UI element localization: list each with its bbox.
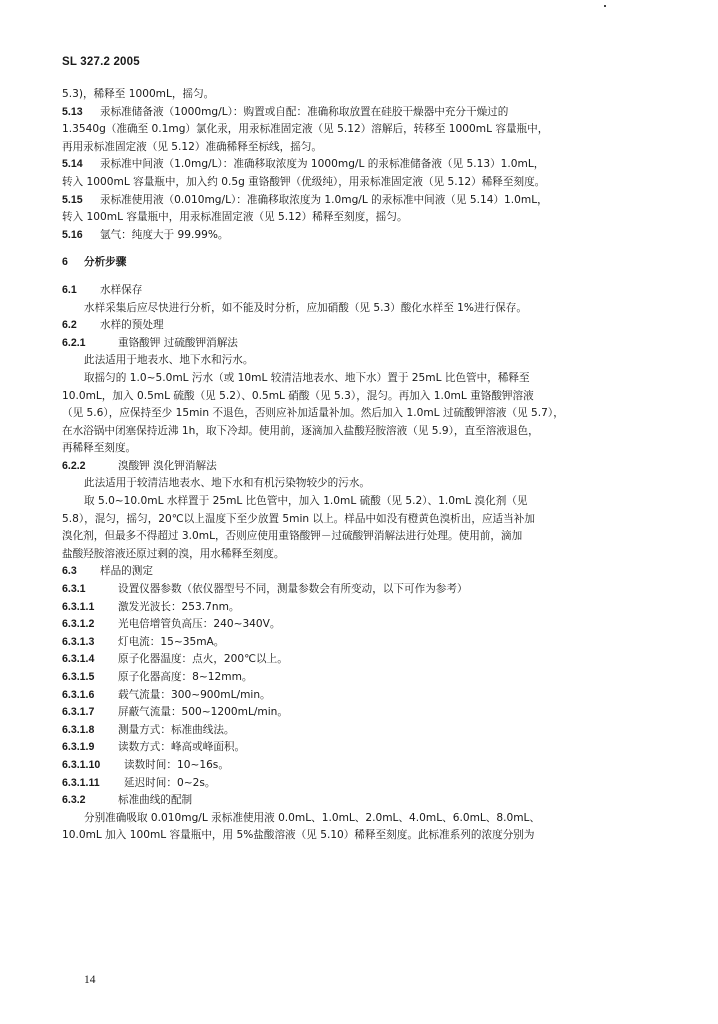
line-text: 取 5.0~10.0mL 水样置于 25mL 比色管中，加入 1.0mL 硫酸（见 5.2）、1.0mL 溴化剂（见	[84, 495, 528, 508]
line-text: 光电倍增管负高压：240~340V。	[118, 618, 281, 631]
text-line	[62, 211, 662, 229]
numbered-line	[62, 724, 662, 742]
section-number: 6.3.1.6	[62, 688, 95, 701]
section-number: 6.3.2	[62, 794, 86, 807]
section-number: 5.13	[62, 105, 83, 118]
line-text: 读数方式：峰高或峰面积。	[118, 741, 246, 754]
numbered-line	[62, 583, 662, 601]
numbered-line	[62, 460, 662, 478]
section-number: 6.3.1.8	[62, 723, 95, 736]
paragraph-gap	[62, 246, 662, 256]
text-line	[62, 812, 662, 830]
line-text: 载气流量：300~900mL/min。	[118, 688, 271, 701]
line-text: 测量方式：标准曲线法。	[118, 723, 235, 736]
numbered-line	[62, 194, 662, 212]
line-text: 样品的测定	[100, 565, 153, 578]
text-line	[62, 425, 662, 443]
line-text: 水样采集后应尽快进行分析，如不能及时分析，应加硝酸（见 5.3）酸化水样至 1%进行保存。	[84, 301, 527, 314]
numbered-line	[62, 777, 662, 795]
line-text: 氩气：纯度大于 99.99%。	[100, 228, 229, 241]
text-line	[62, 530, 662, 548]
line-text: 10.0mL 加入 100mL 容量瓶中，用 5%盐酸溶液（见 5.10）稀释至刻度。此标准系列的浓度分别为	[62, 829, 535, 842]
section-number: 6.3.1.4	[62, 653, 95, 666]
line-text: 分析步骤	[84, 256, 127, 269]
line-text: 设置仪器参数（依仪器型号不同，测量参数会有所变动，以下可作为参考）	[118, 583, 468, 596]
numbered-line	[62, 565, 662, 583]
text-line	[62, 477, 662, 495]
text-line	[62, 548, 662, 566]
line-text: 10.0mL，加入 0.5mL 硫酸（见 5.2）、0.5mL 硝酸（见 5.3），混匀。再加入 1.0mL 重铬酸钾溶液	[62, 389, 534, 402]
text-line	[62, 829, 662, 847]
text-line	[62, 354, 662, 372]
section-number: 6.3.1.2	[62, 618, 95, 631]
text-line	[62, 495, 662, 513]
section-number: 6.3	[62, 565, 77, 578]
line-text: 汞标准储备液（1000mg/L）：购置或自配：准确称取放置在硅胶干燥器中充分干燥过的	[100, 105, 509, 118]
numbered-line	[62, 706, 662, 724]
section-number: 6	[62, 256, 68, 269]
section-number: 6.3.1.7	[62, 706, 95, 719]
section-number: 6.3.1	[62, 583, 86, 596]
numbered-line	[62, 653, 662, 671]
line-text: 重铬酸钾 过硫酸钾消解法	[118, 336, 238, 349]
text-line	[62, 88, 662, 106]
line-text: 1.3540g（准确至 0.1mg）氯化汞，用汞标准固定液（见 5.12）溶解后，转移至 1000mL 容量瓶中，	[62, 123, 549, 136]
standard-header: SL 327.2 2005	[62, 56, 140, 68]
line-text: 转入 100mL 容量瓶中，用汞标准固定液（见 5.12）稀释至刻度，摇匀。	[62, 211, 408, 224]
section-number: 5.15	[62, 193, 83, 206]
line-text: 5.3)，稀释至 1000mL，摇匀。	[62, 88, 215, 100]
numbered-line	[62, 601, 662, 619]
text-line	[62, 390, 662, 408]
section-number: 5.14	[62, 158, 83, 171]
line-text: 读数时间：10~16s。	[124, 758, 229, 771]
line-text: 此法适用于较清洁地表水、地下水和有机污染物较少的污水。	[84, 477, 371, 490]
section-number: 6.3.1.1	[62, 600, 95, 613]
numbered-line	[62, 794, 662, 812]
line-text: 溴酸钾 溴化钾消解法	[118, 459, 217, 472]
line-text: 再稀释至刻度。	[62, 442, 137, 455]
line-text: 原子化器高度：8~12mm。	[118, 671, 253, 683]
numbered-line	[62, 229, 662, 247]
section-number: 6.2	[62, 319, 77, 332]
text-line	[62, 442, 662, 460]
text-line	[62, 513, 662, 531]
numbered-line	[62, 319, 662, 337]
line-text: 5.8），混匀，摇匀，20℃以上温度下至少放置 5min 以上。样品中如没有橙黄色溴析出，应适当补加	[62, 512, 535, 525]
numbered-line	[62, 671, 662, 689]
line-text: 水样保存	[100, 283, 143, 296]
line-text: 在水浴锅中闭塞保持近沸 1h，取下冷却。使用前，逐滴加入盐酸羟胺溶液（见 5.9），直至溶液退色，	[62, 424, 539, 437]
numbered-line	[62, 741, 662, 759]
numbered-line	[62, 158, 662, 176]
line-text: 屏蔽气流量：500~1200mL/min。	[118, 706, 288, 719]
section-number: 6.3.1.3	[62, 635, 95, 648]
numbered-line	[62, 636, 662, 654]
numbered-line	[62, 618, 662, 636]
page-number: 14	[84, 974, 96, 986]
line-text: （见 5.6），应保持至少 15min 不退色，否则应补加适量补加。然后加入 1.0mL 过硫酸钾溶液（见 5.7），	[62, 407, 564, 420]
numbered-line	[62, 106, 662, 124]
text-line	[62, 372, 662, 390]
text-line	[62, 302, 662, 320]
text-line	[62, 407, 662, 425]
line-text: 转入 1000mL 容量瓶中，加入约 0.5g 重铬酸钾（优级纯），用汞标准固定液（见 5.12）稀释至刻度。	[62, 175, 546, 188]
line-text: 再用汞标准固定液（见 5.12）准确稀释至标线，摇匀。	[62, 140, 323, 153]
line-text: 取摇匀的 1.0~5.0mL 污水（或 10mL 较清洁地表水、地下水）置于 25mL 比色管中，稀释至	[84, 371, 530, 384]
line-text: 汞标准中间液（1.0mg/L）：准确移取浓度为 1000mg/L 的汞标准储备液（见 5.13）1.0mL，	[100, 158, 545, 171]
line-text: 溴化剂，但最多不得超过 3.0mL，否则应使用重铬酸钾－过硫酸钾消解法进行处理。使用前，滴加	[62, 530, 523, 543]
line-text: 此法适用于地表水、地下水和污水。	[84, 354, 254, 367]
numbered-line	[62, 284, 662, 302]
text-line	[62, 123, 662, 141]
section-number: 5.16	[62, 228, 83, 241]
scan-artifact	[604, 5, 606, 7]
paragraph-gap	[62, 274, 662, 284]
text-line	[62, 176, 662, 194]
numbered-line	[62, 759, 662, 777]
line-text: 分别准确吸取 0.010mg/L 汞标准使用液 0.0mL、1.0mL、2.0mL、4.0mL、6.0mL、8.0mL、	[84, 811, 541, 824]
line-text: 汞标准使用液（0.010mg/L）：准确移取浓度为 1.0mg/L 的汞标准中间液（见 5.14）1.0mL，	[100, 193, 548, 206]
line-text: 灯电流：15~35mA。	[118, 635, 225, 648]
section-number: 6.2.1	[62, 336, 86, 349]
line-text: 盐酸羟胺溶液还原过剩的溴，用水稀释至刻度。	[62, 547, 285, 560]
section-number: 6.3.1.10	[62, 758, 101, 771]
line-text: 原子化器温度：点火，200℃以上。	[118, 653, 288, 666]
line-text: 激发光波长：253.7nm。	[118, 600, 240, 613]
text-line	[62, 141, 662, 159]
section-number: 6.3.1.11	[62, 776, 100, 789]
numbered-line	[62, 256, 662, 274]
section-number: 6.3.1.5	[62, 671, 95, 683]
section-number: 6.2.2	[62, 459, 86, 472]
section-number: 6.3.1.9	[62, 741, 95, 754]
numbered-line	[62, 337, 662, 355]
line-text: 延迟时间：0~2s。	[124, 776, 216, 789]
line-text: 标准曲线的配制	[118, 794, 193, 807]
line-text: 水样的预处理	[100, 319, 164, 332]
numbered-line	[62, 689, 662, 707]
section-number: 6.1	[62, 283, 77, 296]
body-text	[62, 88, 662, 847]
